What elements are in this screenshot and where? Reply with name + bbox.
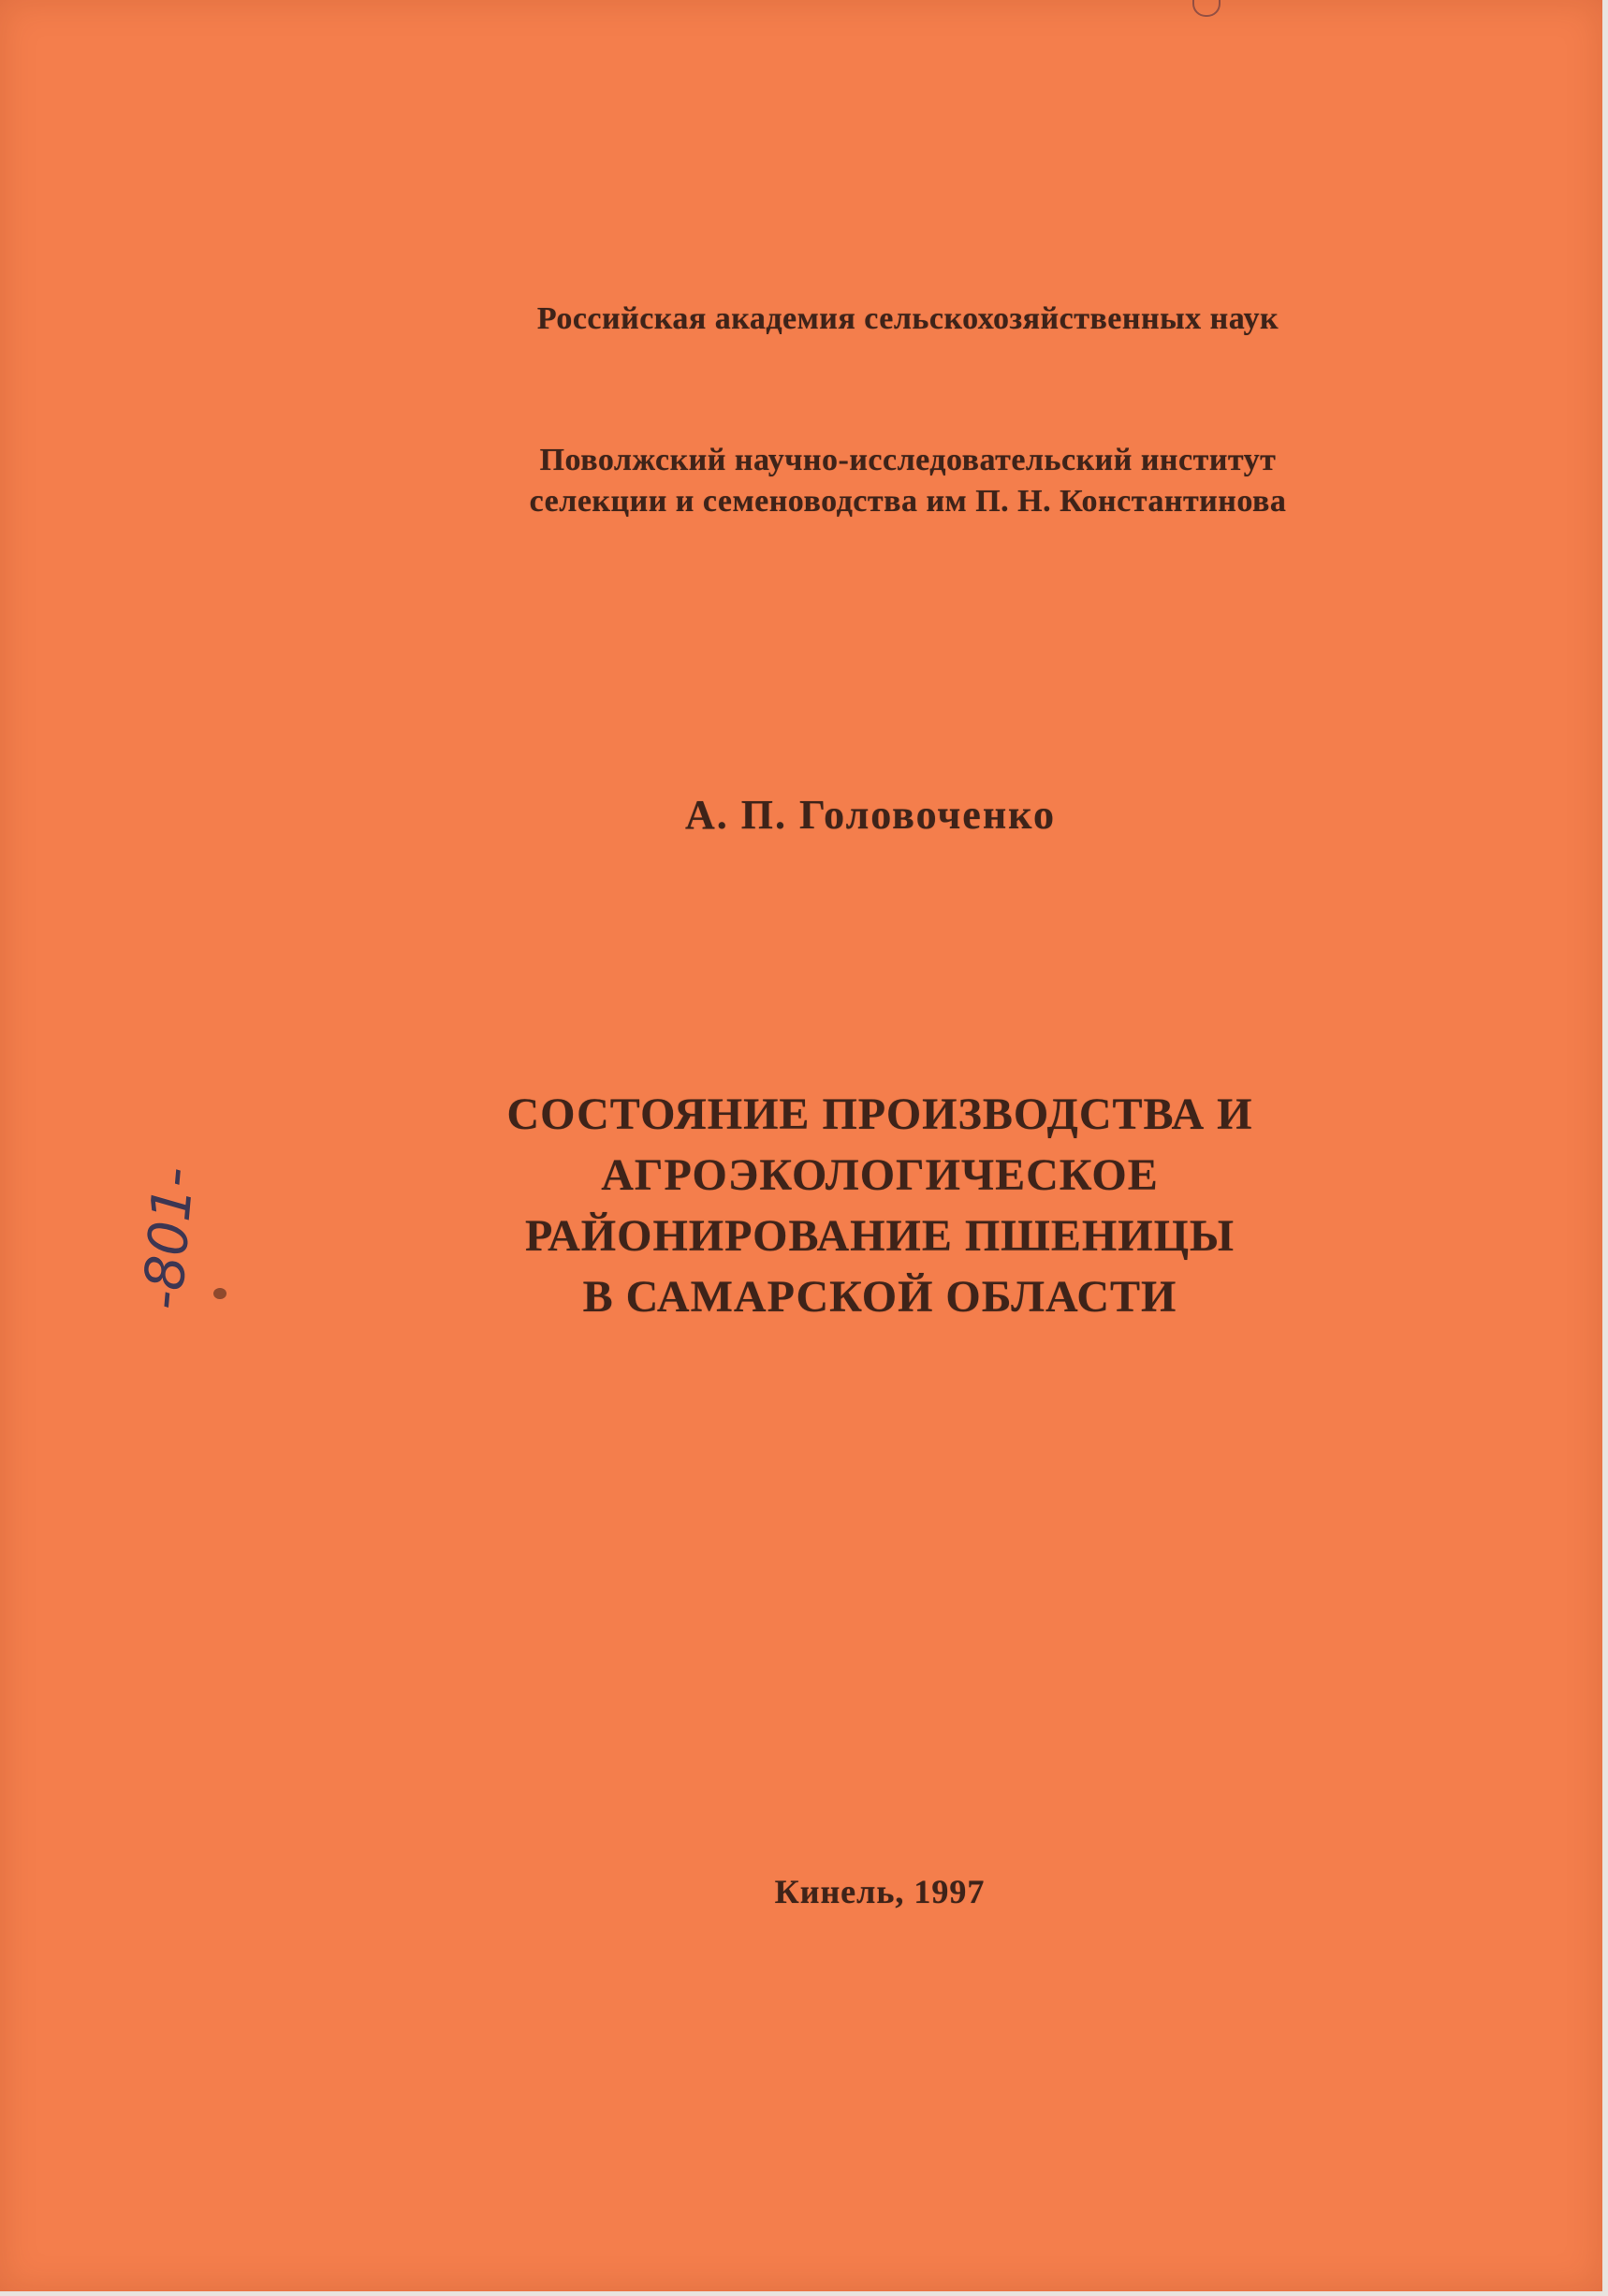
title-line-4: В САМАРСКОЙ ОБЛАСТИ	[582, 1272, 1177, 1322]
author-name: А. П. Головоченко	[685, 792, 1056, 838]
handwritten-inventory-number: -801-	[130, 1164, 207, 1312]
title-line-2: АГРОЭКОЛОГИЧЕСКОЕ	[601, 1150, 1159, 1200]
ink-spot	[213, 1288, 227, 1299]
page-edge-right	[1602, 0, 1608, 2296]
page-edge-bottom	[0, 2291, 1608, 2296]
institute-line-2: селекции и семеноводства им П. Н. Константинова	[529, 484, 1287, 519]
place-and-year: Кинель, 1997	[774, 1873, 986, 1910]
title-line-1: СОСТОЯНИЕ ПРОИЗВОДСТВА И	[506, 1090, 1253, 1139]
book-title	[393, 1084, 1367, 1327]
title-line-3: РАЙОНИРОВАНИЕ ПШЕНИЦЫ	[524, 1211, 1235, 1261]
institute-name	[393, 440, 1423, 522]
academy-name: Российская академия сельскохозяйственных наук	[536, 301, 1279, 336]
institute-line-1: Поволжский научно-исследовательский институт	[539, 443, 1277, 477]
